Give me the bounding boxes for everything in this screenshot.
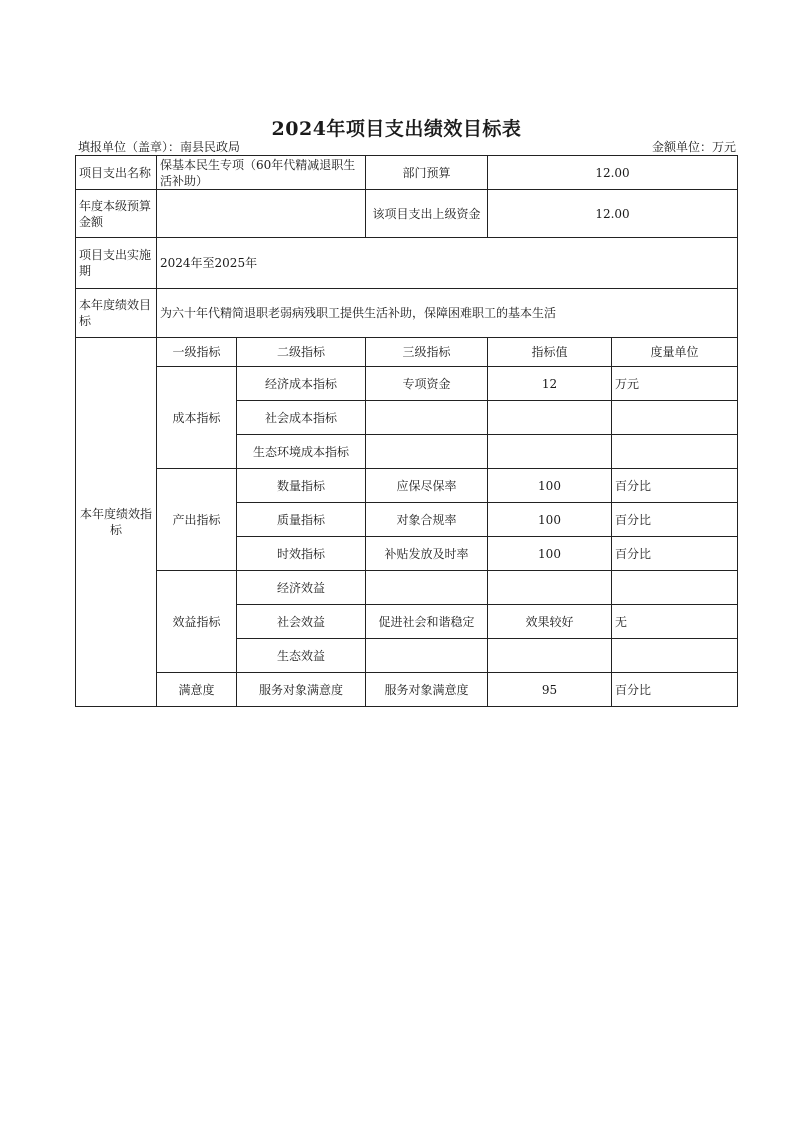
header-value: 指标值 [488, 338, 612, 367]
value-cell [488, 571, 612, 605]
level3-cell [366, 435, 488, 469]
project-name-value [157, 156, 366, 190]
table-row [76, 673, 738, 707]
performance-table [75, 155, 738, 707]
level2-cell: 经济成本指标 [237, 367, 366, 401]
annual-budget-label: 年度本级预算金额 [76, 190, 157, 238]
level3-cell: 专项资金 [366, 367, 488, 401]
dept-budget-label: 部门预算 [366, 156, 488, 190]
level2-cell: 生态环境成本指标 [237, 435, 366, 469]
value-cell: 100 [488, 469, 612, 503]
superior-funds-value: 12.00 [488, 190, 738, 238]
level2-cell: 质量指标 [237, 503, 366, 537]
header-level2: 二级指标 [237, 338, 366, 367]
value-cell: 100 [488, 537, 612, 571]
group-cost: 成本指标 [157, 367, 237, 469]
level2-cell: 社会效益 [237, 605, 366, 639]
unit-cell [612, 571, 738, 605]
value-cell: 100 [488, 503, 612, 537]
unit-cell [612, 401, 738, 435]
dept-budget-value: 12.00 [488, 156, 738, 190]
value-cell [488, 435, 612, 469]
level2-cell: 数量指标 [237, 469, 366, 503]
value-cell: 95 [488, 673, 612, 707]
unit-cell: 无 [612, 605, 738, 639]
level3-cell: 促进社会和谐稳定 [366, 605, 488, 639]
period-label: 项目支出实施期 [76, 238, 157, 289]
annual-budget-value [157, 190, 366, 238]
reporting-unit: 填报单位（盖章）：南县民政局 [78, 140, 241, 154]
goal-label: 本年度绩效目标 [76, 289, 157, 338]
amount-unit: 金额单位：万元 [651, 140, 736, 154]
value-cell: 12 [488, 367, 612, 401]
unit-cell: 万元 [612, 367, 738, 401]
header-unit: 度量单位 [612, 338, 738, 367]
table-row [76, 367, 738, 401]
header-level1: 一级指标 [157, 338, 237, 367]
level3-cell: 应保尽保率 [366, 469, 488, 503]
period-value: 2024年至2025年 [157, 238, 738, 289]
superior-funds-label: 该项目支出上级资金 [366, 190, 488, 238]
group-satisfaction: 满意度 [157, 673, 237, 707]
level2-cell: 社会成本指标 [237, 401, 366, 435]
level2-cell: 经济效益 [237, 571, 366, 605]
value-cell [488, 639, 612, 673]
header-level3: 三级指标 [366, 338, 488, 367]
goal-value: 为六十年代精简退职老弱病残职工提供生活补助，保障困难职工的基本生活 [157, 289, 738, 338]
value-cell [488, 401, 612, 435]
group-benefit: 效益指标 [157, 571, 237, 673]
unit-cell: 百分比 [612, 503, 738, 537]
level3-cell [366, 639, 488, 673]
unit-cell: 百分比 [612, 537, 738, 571]
level3-cell: 补贴发放及时率 [366, 537, 488, 571]
unit-cell: 百分比 [612, 673, 738, 707]
level3-cell: 对象合规率 [366, 503, 488, 537]
project-name-text: 保基本民生专项（60年代精减退职生活补助） [160, 157, 356, 188]
unit-cell [612, 435, 738, 469]
level3-cell [366, 571, 488, 605]
project-name-label: 项目支出名称 [76, 156, 157, 190]
unit-cell: 百分比 [612, 469, 738, 503]
level3-cell: 服务对象满意度 [366, 673, 488, 707]
indicators-section-label: 本年度绩效指标 [76, 338, 157, 707]
table-row [76, 571, 738, 605]
value-cell: 效果较好 [488, 605, 612, 639]
page-title: 2024年项目支出绩效目标表 [271, 118, 522, 140]
level2-cell: 时效指标 [237, 537, 366, 571]
level3-cell [366, 401, 488, 435]
unit-cell [612, 639, 738, 673]
level2-cell: 生态效益 [237, 639, 366, 673]
level2-cell: 服务对象满意度 [237, 673, 366, 707]
table-row [76, 469, 738, 503]
group-output: 产出指标 [157, 469, 237, 571]
